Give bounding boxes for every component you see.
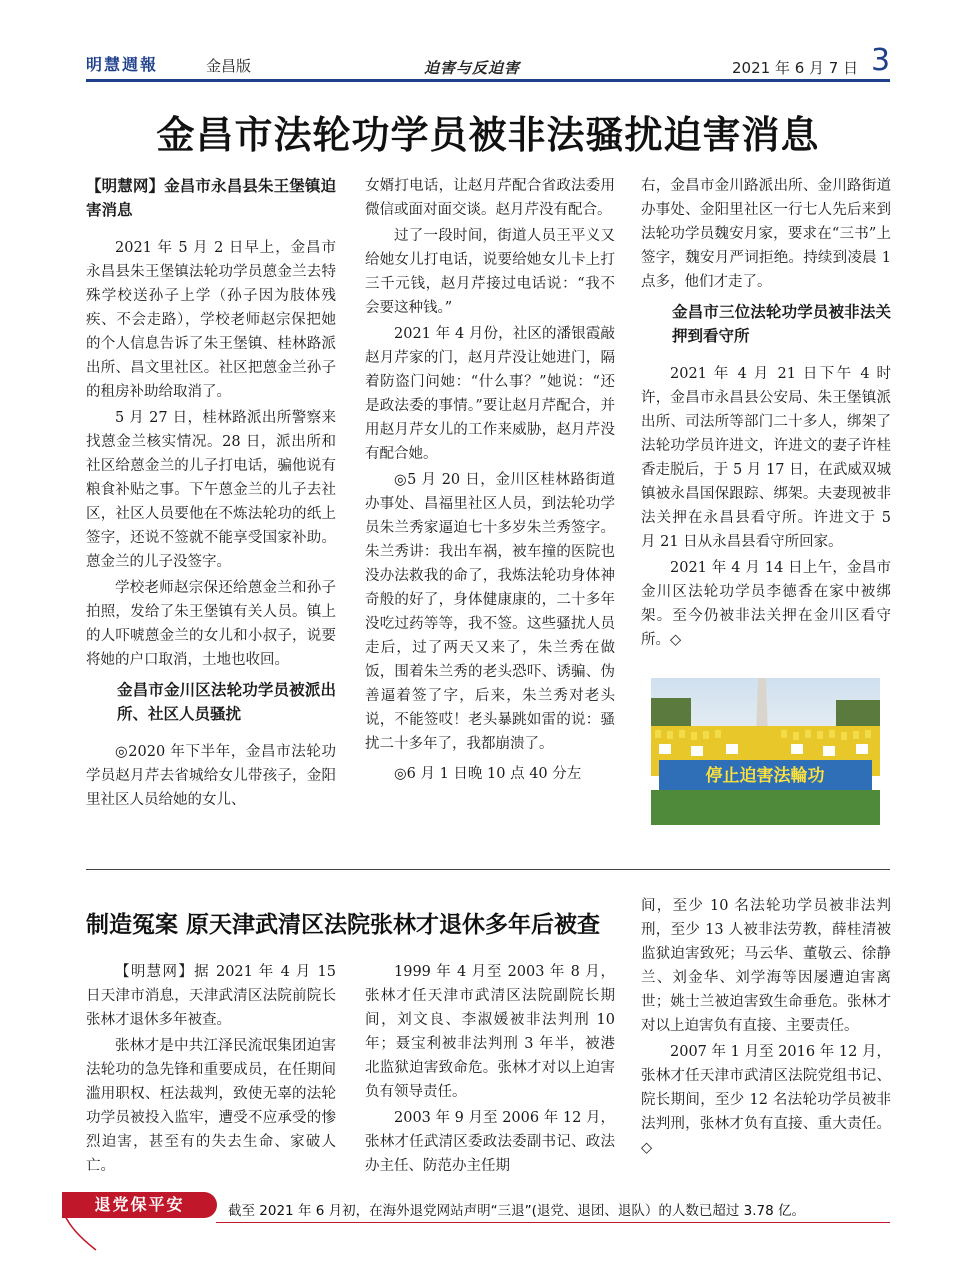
article1-column-1 bbox=[86, 174, 336, 814]
paragraph: 1999 年 4 月至 2003 年 8 月，张林才任天津市武清区法院副院长期间，刘文良、李淑媛被非法判刑 10 年；聂宝利被非法判刑 3 年半，被港北监狱迫害致命危。张林才对以上迫害负有领导责任。 bbox=[365, 964, 615, 1100]
paragraph: ◎5 月 20 日，金川区桂林路街道办事处、昌福里社区人员，到法轮功学员朱兰秀家逼迫七十多岁朱兰秀签字。朱兰秀讲：我出车祸，被车撞的医院也没办法救我的命了，我炼法轮功身体神奇般的好了，身体健康康的，二十多年没吃过药等等，我不签。这些骚扰人员走后，过了两天又来了，朱兰秀在做饭，围着朱兰秀的老头恐吓、诱骗、伪善逼着签了字，后来，朱兰秀对老头说，不能签哎！老头暴跳如雷的说：骚扰二十多年了，我都崩溃了。 bbox=[365, 472, 615, 752]
paragraph: 2003 年 9 月至 2006 年 12 月，张林才任武清区委政法委副书记、政法办主任、防范办主任期 bbox=[365, 1110, 615, 1174]
paragraph: 2021 年 4 月份，社区的潘银霞敲赵月芹家的门，赵月芹没让她进门，隔着防盗门问她：“什么事？”她说：“还是政法委的事情。”要让赵月芹配合，并用赵月芹女儿的工作来威胁，赵月芹没有配合她。 bbox=[365, 326, 615, 462]
article1-headline: 金昌市法轮功学员被非法骚扰迫害消息 bbox=[156, 113, 820, 157]
paragraph: 2021 年 4 月 21 日下午 4 时许，金昌市永昌县公安局、朱王堡镇派出所、司法所等部门二十多人，绑架了法轮功学员许进文，许进文的妻子许桂香走脱后，于 5 月 17 日，在武威双城镇被永昌国保跟踪、绑架。夫妻现被非法关押在永昌县看守所。许进文于 5 月 21 日从永昌县看守所回家。 bbox=[641, 366, 891, 550]
quit-party-badge: 退党保平安 bbox=[62, 1192, 217, 1218]
paragraph: 2021 年 4 月 14 日上午，金昌市金川区法轮功学员李德香在家中被绑架。至今仍被非法关押在金川区看守所。◇ bbox=[641, 560, 891, 648]
article2-column-1 bbox=[86, 960, 336, 1180]
paragraph: ◎6 月 1 日晚 10 点 40 分左 bbox=[394, 766, 582, 782]
paragraph: 2007 年 1 月至 2016 年 12 月，张林才任天津市武清区法院党组书记、院长期间，至少 12 名法轮功学员被非法判刑，张林才负有直接、重大责任。◇ bbox=[641, 1044, 891, 1156]
banner-text: 停止迫害法輪功 bbox=[705, 766, 825, 786]
issue-date: 2021 年 6 月 7 日 bbox=[732, 59, 859, 77]
paragraph: 张林才是中共江泽民流氓集团迫害法轮功的急先锋和重要成员，在任期间滥用职权、枉法裁判，致使无辜的法轮功学员被投入监牢，遭受不应承受的惨烈迫害，甚至有的失去生命、家破人亡。 bbox=[86, 1038, 336, 1174]
article1-column-3 bbox=[641, 174, 891, 654]
footer-notice: 截至 2021 年 6 月初，在海外退党网站声明“三退”(退党、退团、退队）的人数已超过 3.78 亿。 bbox=[228, 1203, 806, 1219]
article2-column-3 bbox=[641, 894, 891, 1162]
footer-rule bbox=[216, 1222, 890, 1223]
masthead-name: 明慧週報 bbox=[86, 55, 159, 74]
header-rule bbox=[86, 79, 890, 82]
rally-photo bbox=[651, 678, 880, 825]
paragraph: ◎2020 年下半年，金昌市法轮功学员赵月芹去省城给女儿带孩子，金阳里社区人员给她的女儿、 bbox=[86, 744, 336, 808]
article2-column-2 bbox=[365, 960, 615, 1180]
paragraph: 2021 年 5 月 2 日早上，金昌市永昌县朱王堡镇法轮功学员蒽金兰去特殊学校送孙子上学（孙子因为肢体残疾、不会走路），学校老师赵宗保把她的个人信息告诉了朱王堡镇、桂林路派出所、昌文里社区。社区把蒽金兰孙子的租房补助给取消了。 bbox=[86, 240, 336, 400]
paragraph: 过了一段时间，街道人员王平义又给她女儿打电话，说要给她女儿卡上打三千元钱，赵月芹接过电话说：“我不会要这种钱。” bbox=[365, 228, 615, 316]
article1-column-2 bbox=[365, 174, 615, 788]
article-divider bbox=[86, 869, 890, 870]
section-title: 迫害与反迫害 bbox=[424, 59, 521, 77]
article1-lead-heading: 【明慧网】金昌市永昌县朱王堡镇迫害消息 bbox=[86, 177, 336, 219]
paragraph: 【明慧网】据 2021 年 4 月 15 日天津市消息，天津武清区法院前院长张林才退休多年被查。 bbox=[86, 964, 336, 1028]
article2-headline: 制造冤案 原天津武清区法院张林才退休多年后被查 bbox=[86, 912, 601, 938]
edition-label: 金昌版 bbox=[206, 57, 252, 75]
subheading: 金昌市三位法轮功学员被非法关押到看守所 bbox=[672, 303, 891, 345]
ribbon-tail-icon bbox=[50, 1214, 110, 1254]
paragraph: 学校老师赵宗保还给蒽金兰和孙子拍照，发给了朱王堡镇有关人员。镇上的人吓唬蒽金兰的女儿和小叔子，说要将她的户口取消，土地也收回。 bbox=[86, 580, 336, 668]
page-number: 3 bbox=[871, 43, 891, 78]
paragraph: 5 月 27 日，桂林路派出所警察来找蒽金兰核实情况。28 日，派出所和社区给蒽金兰的儿子打电话，骗他说有粮食补贴之事。下午蒽金兰的儿子去社区，社区人员要他在不炼法轮功的纸上签字，还说不签就不能享受国家补助。蒽金兰的儿子没签字。 bbox=[86, 410, 336, 570]
paragraph: 右，金昌市金川路派出所、金川路街道办事处、金阳里社区一行七人先后来到法轮功学员魏安月家，要求在“三书”上签字，魏安月严词拒绝。持续到凌晨 1 点多，他们才走了。 bbox=[641, 178, 891, 290]
paragraph: 女婿打电话，让赵月芹配合省政法委用微信或面对面交谈。赵月芹没有配合。 bbox=[365, 178, 615, 218]
paragraph: 间，至少 10 名法轮功学员被非法判刑，至少 13 人被非法劳教，薛桂清被监狱迫害致死；马云华、董敬云、徐静兰、刘金华、刘学海等因屡遭迫害离世；姚士兰被迫害致生命垂危。张林才对以上迫害负有直接、主要责任。 bbox=[641, 898, 891, 1034]
subheading: 金昌市金川区法轮功学员被派出所、社区人员骚扰 bbox=[117, 681, 336, 723]
